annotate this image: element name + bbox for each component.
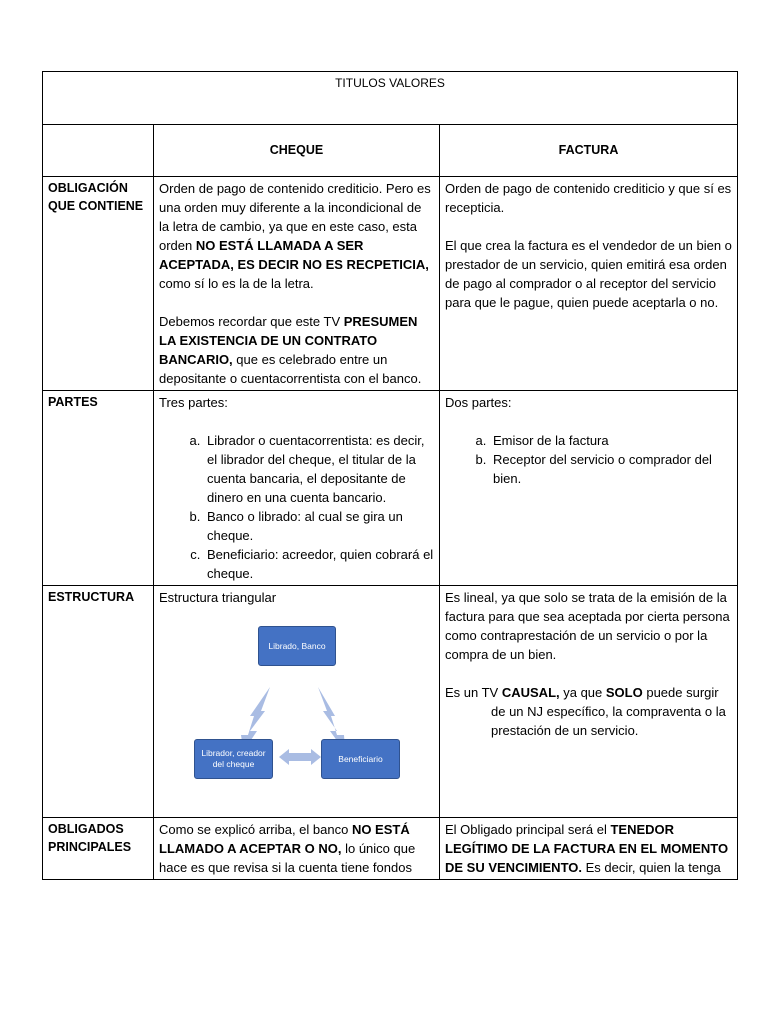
text: Orden de pago de contenido crediticio. Pero es una orden muy diferente a la incondicional de la letra de cambio, ya que en este caso, esta orden xyxy=(159,181,431,253)
list-partes-cheque xyxy=(159,431,434,583)
paragraph xyxy=(159,820,434,877)
text: Es decir, quien la tenga xyxy=(582,860,721,875)
paragraph xyxy=(445,683,732,702)
text: Es un TV xyxy=(445,685,502,700)
box-beneficiario: Beneficiario xyxy=(321,739,400,779)
bold-text: SOLO xyxy=(605,685,643,700)
cell-estructura-cheque xyxy=(154,586,440,818)
paragraph xyxy=(445,820,732,877)
list-partes-factura xyxy=(445,431,732,488)
text: puede surgir xyxy=(642,685,719,700)
header-cheque: CHEQUE xyxy=(154,125,440,177)
cell-obligados-cheque xyxy=(154,818,440,880)
paragraph: de un NJ específico, la compraventa o la prestación de un servicio. xyxy=(491,704,726,738)
list-item: c. Beneficiario: acreedor, quien cobrará el cheque. xyxy=(204,545,434,583)
title-row xyxy=(43,72,738,125)
bold-text: NO ESTÁ LLAMADO A ACEPTAR O NO, xyxy=(159,822,410,856)
cell-partes-cheque xyxy=(154,391,440,586)
bold-text: TENEDOR LEGÍTIMO DE LA FACTURA EN EL MOMENTO DE SU VENCIMIENTO. xyxy=(445,822,729,875)
row-label-estructura: ESTRUCTURA xyxy=(43,586,154,818)
row-partes xyxy=(43,391,738,586)
row-label-partes: PARTES xyxy=(43,391,154,586)
text: ya que xyxy=(559,685,606,700)
text: Debemos recordar que este TV xyxy=(159,314,344,329)
row-estructura xyxy=(43,586,738,818)
text: como sí lo es la de la letra. xyxy=(159,276,314,291)
bold-text: PRESUMEN LA EXISTENCIA DE UN CONTRATO BANCARIO, xyxy=(159,314,418,367)
paragraph xyxy=(159,179,434,293)
header-empty-cell xyxy=(43,125,154,177)
cell-obligacion-factura xyxy=(440,177,738,391)
text: lo único que hace es que revisa si la cuenta tiene fondos xyxy=(159,841,416,875)
header-factura: FACTURA xyxy=(440,125,738,177)
text: Como se explicó arriba, el banco xyxy=(159,822,352,837)
table-title: TITULOS VALORES xyxy=(43,72,738,125)
paragraph: Dos partes: xyxy=(445,395,512,410)
text: El Obligado principal será el xyxy=(445,822,611,837)
list-item: a. Emisor de la factura xyxy=(490,431,732,450)
list-item: b. Banco o librado: al cual se gira un cheque. xyxy=(204,507,434,545)
paragraph: El que crea la factura es el vendedor de un bien o prestador de un servicio, quien emitirá esa orden de pago al comprador o al receptor del servicio para que le pague, quien puede aceptarla o no. xyxy=(445,238,732,310)
cell-obligados-factura xyxy=(440,818,738,880)
cell-estructura-factura xyxy=(440,586,738,818)
arrow-bottom-horizontal xyxy=(279,749,321,765)
row-obligacion xyxy=(43,177,738,391)
paragraph: Es lineal, ya que solo se trata de la emisión de la factura para que sea aceptada por cierta persona como contraprestación de un servicio o por la compra de un bien. xyxy=(445,590,730,662)
row-obligados xyxy=(43,818,738,880)
box-librador: Librador, creador del cheque xyxy=(194,739,273,779)
row-label-obligados: OBLIGADOS PRINCIPALES xyxy=(43,818,154,880)
list-item: b. Receptor del servicio o comprador del bien. xyxy=(490,450,732,488)
cell-partes-factura xyxy=(440,391,738,586)
header-row xyxy=(43,125,738,177)
paragraph xyxy=(159,312,434,388)
paragraph: Tres partes: xyxy=(159,395,228,410)
paragraph: Estructura triangular xyxy=(159,590,277,605)
row-label-obligacion: OBLIGACIÓN QUE CONTIENE xyxy=(43,177,154,391)
paragraph: Orden de pago de contenido crediticio y que sí es recepticia. xyxy=(445,181,732,215)
list-item: a. Librador o cuentacorrentista: es decir, el librador del cheque, el titular de la cuenta bancaria, el depositante de dinero en una cuenta bancario. xyxy=(204,431,434,507)
box-librado-banco: Librado, Banco xyxy=(258,626,336,666)
bold-text: CAUSAL, xyxy=(501,685,560,700)
bold-text: NO ESTÁ LLAMADA A SER ACEPTADA, ES DECIR NO ES RECPETICIA, xyxy=(159,238,429,272)
cell-obligacion-cheque xyxy=(154,177,440,391)
titulos-valores-table xyxy=(42,71,738,880)
triangle-diagram xyxy=(159,615,434,815)
text: que es celebrado entre un depositante o cuentacorrentista con el banco. xyxy=(159,352,422,386)
